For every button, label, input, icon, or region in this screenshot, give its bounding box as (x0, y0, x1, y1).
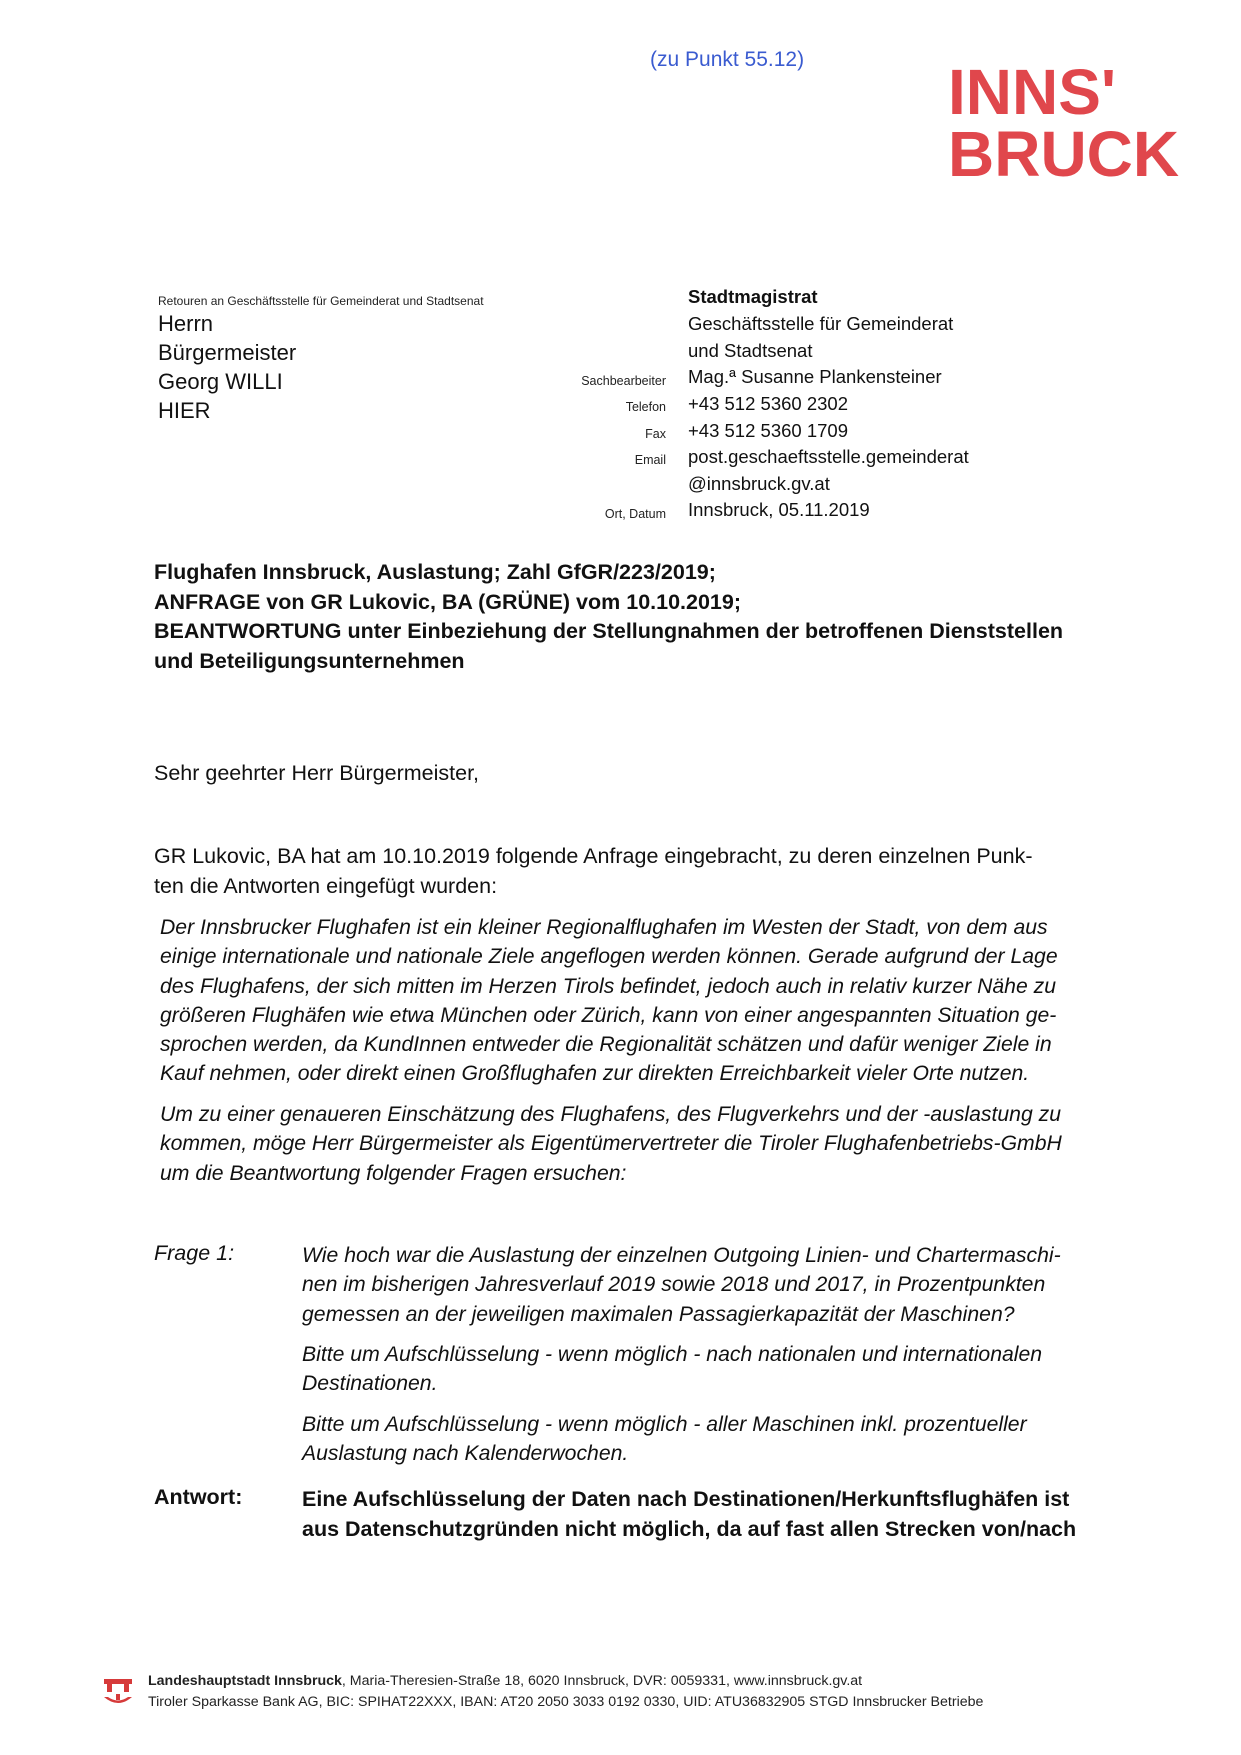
reference-note: (zu Punkt 55.12) (650, 48, 805, 71)
quote-line: um die Beantwortung folgender Fragen ersuchen: (160, 1161, 627, 1185)
recipient-line: Bürgermeister (158, 340, 297, 365)
recipient-name: Georg WILLI (158, 369, 283, 394)
question-line: Auslastung nach Kalenderwochen. (302, 1442, 629, 1466)
label-fax: Fax (645, 427, 666, 441)
quote-paragraph-1 (160, 913, 1150, 1089)
value-telefon: +43 512 5360 2302 (688, 393, 848, 414)
value-sachbearbeiter: Mag.ª Susanne Plankensteiner (688, 366, 942, 387)
label-telefon: Telefon (625, 400, 666, 414)
label-email: Email (634, 453, 666, 467)
footer-line-1 (148, 1673, 862, 1689)
subject-block (154, 558, 1154, 676)
value-fax: +43 512 5360 1709 (688, 420, 848, 441)
label-sachbearbeiter: Sachbearbeiter (581, 374, 666, 388)
logo-line-1: INNS' (948, 58, 1117, 128)
quote-line: einige internationale und nationale Ziele angeflogen werden können. Gerade aufgrund der Lage (160, 945, 1058, 969)
intro-paragraph (154, 842, 1033, 901)
sender-dept: und Stadtsenat (688, 340, 813, 361)
answer-line: Eine Aufschlüsselung der Daten nach Destinationen/Herkunftsflughäfen ist (302, 1487, 1070, 1511)
subject-line: und Beteiligungsunternehmen (154, 648, 465, 673)
logo-line-2: BRUCK (948, 118, 1180, 180)
sender-dept: Geschäftsstelle für Gemeinderat (688, 313, 954, 334)
quote-paragraph-2 (160, 1100, 1150, 1188)
answer-text (302, 1485, 1152, 1544)
quote-line: Der Innsbrucker Flughafen ist ein kleiner Regionalflughafen im Westen der Stadt, von dem aus (160, 916, 1048, 939)
label-ort-datum: Ort, Datum (604, 507, 666, 521)
quote-line: Kauf nehmen, oder direkt einen Großflughafen zur direkten Erreichbarkeit vieler Orte nutzen. (160, 1062, 1030, 1086)
intro-line: ten die Antworten eingefügt wurden: (154, 873, 498, 898)
recipient-line: HIER (158, 398, 211, 423)
value-email-domain[interactable]: @innsbruck.gv.at (688, 473, 830, 494)
city-crest-icon (102, 1675, 136, 1709)
question-line: nen im bisherigen Jahresverlauf 2019 sowie 2018 und 2017, in Prozentpunkten (302, 1273, 1046, 1297)
return-address-line: Retouren an Geschäftsstelle für Gemeinderat und Stadtsenat (158, 294, 484, 308)
value-ort-datum: Innsbruck, 05.11.2019 (688, 499, 870, 520)
answer-line: aus Datenschutzgründen nicht möglich, da auf fast allen Strecken von/nach (302, 1516, 1077, 1541)
footer-line-2: Tiroler Sparkasse Bank AG, BIC: SPIHAT22XXX, IBAN: AT20 2050 3033 0192 0330, UID: ATU36832905 STGD Innsbrucker Betriebe (148, 1694, 984, 1710)
subject-line: Flughafen Innsbruck, Auslastung; Zahl GfGR/223/2019; (154, 560, 716, 584)
footer-address: , Maria-Theresien-Straße 18, 6020 Innsbruck, DVR: 0059331, www.innsbruck.gv.at (341, 1673, 863, 1689)
salutation: Sehr geehrter Herr Bürgermeister, (154, 761, 480, 785)
question-line: Bitte um Aufschlüsselung - wenn möglich - aller Maschinen inkl. prozentueller (302, 1413, 1027, 1436)
answer-label: Antwort: (154, 1485, 243, 1509)
question-line: Destinationen. (302, 1372, 438, 1396)
quote-line: sprochen werden, da KundInnen entweder die Regionalität schätzen und dafür weniger Ziele in (160, 1033, 1052, 1057)
quote-line: kommen, möge Herr Bürgermeister als Eigentümervertreter die Tiroler Flughafenbetriebs-GmbH (160, 1132, 1062, 1156)
value-email[interactable]: post.geschaeftsstelle.gemeinderat (688, 446, 969, 467)
question-text-3 (302, 1410, 1152, 1469)
sender-org: Stadtmagistrat (688, 286, 818, 307)
footer-org: Landeshauptstadt Innsbruck (148, 1673, 342, 1689)
question-label: Frage 1: (154, 1241, 235, 1265)
subject-line: BEANTWORTUNG unter Einbeziehung der Stellungnahmen der betroffenen Dienststellen (154, 619, 1064, 643)
question-line: Wie hoch war die Auslastung der einzelnen Outgoing Linien- und Chartermaschi- (302, 1244, 1061, 1267)
subject-line: ANFRAGE von GR Lukovic, BA (GRÜNE) vom 10.10.2019; (154, 589, 741, 614)
question-line: gemessen an der jeweiligen maximalen Passagierkapazität der Maschinen? (302, 1302, 1015, 1326)
question-line: Bitte um Aufschlüsselung - wenn möglich - nach nationalen und internationalen (302, 1343, 1043, 1366)
innsbruck-logo (948, 58, 1192, 180)
question-text-2 (302, 1340, 1152, 1399)
recipient-line: Herrn (158, 311, 214, 336)
quote-line: größeren Flughäfen wie etwa München oder Zürich, kann von einer angespannten Situation ge- (160, 1003, 1057, 1027)
quote-line: des Flughafens, der sich mitten im Herzen Tirols befindet, jedoch auch in relativ kurzer Nähe zu (160, 974, 1056, 998)
question-text-1 (302, 1241, 1152, 1329)
intro-line: GR Lukovic, BA hat am 10.10.2019 folgende Anfrage eingebracht, zu deren einzelnen Punk- (154, 844, 1033, 868)
quote-line: Um zu einer genaueren Einschätzung des Flughafens, des Flugverkehrs und der -auslastung zu (160, 1103, 1061, 1126)
